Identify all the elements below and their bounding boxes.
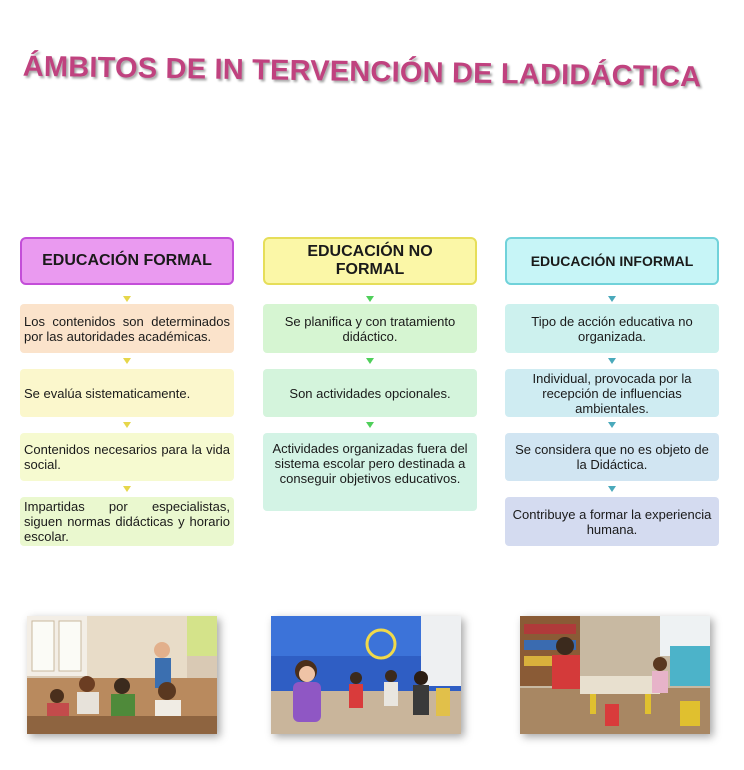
down-arrow-icon [263,294,477,304]
page-title: ÁMBITOS DE IN TERVENCIÓN DE LADIDÁCTICA [22,50,702,94]
children-play-photo [271,616,461,734]
down-arrow-icon [263,353,477,369]
down-arrow-icon [20,481,234,497]
down-arrow-icon [505,353,719,369]
classroom-photo [27,616,217,734]
down-arrow-icon [263,417,477,433]
list-item: Los contenidos son determinados por las autoridades académicas. [20,304,234,353]
list-item: Se planifica y con tratamiento didáctico. [263,304,477,353]
list-item: Contribuye a formar la experiencia humana. [505,497,719,546]
down-arrow-icon [505,481,719,497]
column-header-non-formal: EDUCACIÓN NO FORMAL [263,237,477,285]
list-item: Impartidas por especialistas, siguen normas didácticas y horario escolar. [20,497,234,546]
list-item: Se evalúa sistematicamente. [20,369,234,417]
list-item: Contenidos necesarios para la vida social. [20,433,234,481]
down-arrow-icon [20,353,234,369]
list-item: Se considera que no es objeto de la Didáctica. [505,433,719,481]
column-non-formal [263,237,477,511]
down-arrow-icon [20,294,234,304]
list-item: Son actividades opcionales. [263,369,477,417]
down-arrow-icon [505,294,719,304]
column-informal [505,237,719,546]
column-header-informal: EDUCACIÓN INFORMAL [505,237,719,285]
list-item: Individual, provocada por la recepción de influencias ambientales. [505,369,719,417]
list-item: Tipo de acción educativa no organizada. [505,304,719,353]
down-arrow-icon [505,417,719,433]
list-item: Actividades organizadas fuera del sistema escolar pero destinada a conseguir objetivos educativos. [263,433,477,511]
down-arrow-icon [20,417,234,433]
column-formal [20,237,234,546]
family-table-photo [520,616,710,734]
column-header-formal: EDUCACIÓN FORMAL [20,237,234,285]
